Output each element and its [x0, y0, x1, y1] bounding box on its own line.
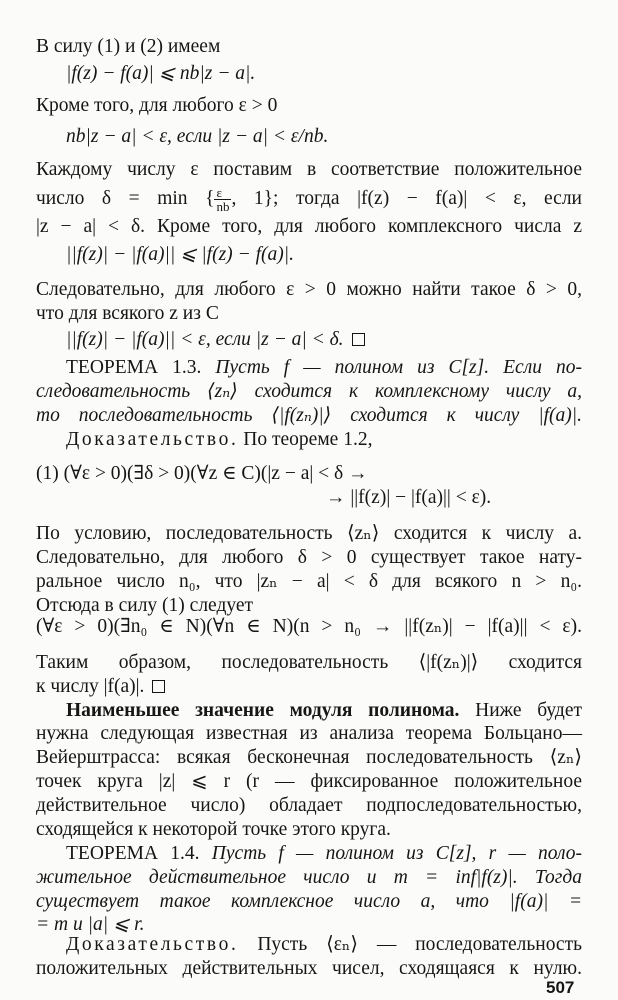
- text-line: Кроме того, для любого ε > 0: [36, 95, 278, 116]
- proof-line: [66, 933, 582, 957]
- text-line: В силу (1) и (2) имеем: [36, 36, 221, 57]
- qed-square-icon: [352, 333, 365, 346]
- formula-line: ||f(z)| − |f(a)|| ⩽ |f(z) − f(a)|.: [66, 244, 294, 265]
- text-line: Следовательно, для любого ε > 0 можно найти такое δ > 0,: [36, 279, 582, 300]
- proof-text: По теореме 1.2,: [243, 429, 373, 450]
- text-line-with-fraction: [36, 186, 582, 213]
- formula-line: [66, 328, 365, 352]
- theorem-line: то последовательность ⟨|f(zₙ)|⟩ сходится к числу |f(a)|.: [36, 405, 582, 426]
- theorem-line: жительное действительное число и m = inf|f(z)|. Тогда: [36, 867, 582, 888]
- text-line: что для всякого z из C: [36, 303, 219, 324]
- text-line: Следовательно, для любого δ > 0 существует такое нату-: [36, 547, 582, 568]
- text-line: [36, 675, 165, 699]
- section-heading-line: [66, 699, 582, 723]
- proof-label: Доказательство.: [66, 934, 239, 955]
- text-line: точек круга |z| ⩽ r (r — фиксированное положительное: [36, 771, 582, 792]
- qed-square-icon: [152, 680, 165, 693]
- text-line: ральное число n₀, что |zₙ − a| < δ для всякого n > n₀.: [36, 571, 582, 592]
- theorem-line: [66, 356, 582, 380]
- text-line: Отсюда в силу (1) следует: [36, 595, 254, 616]
- theorem-line: [66, 842, 582, 866]
- text-line: Таким образом, последовательность ⟨|f(zₙ)|⟩ сходится: [36, 652, 582, 673]
- proof-line: [66, 428, 372, 452]
- fraction-numerator: ε: [214, 186, 231, 200]
- fraction-denominator: nb: [216, 199, 230, 214]
- text-line: действительное число) обладает подпоследовательностью,: [36, 795, 582, 816]
- theorem-line: = m и |a| ⩽ r.: [36, 914, 145, 935]
- text-line: |z − a| < δ. Кроме того, для любого комплексного числа z: [36, 216, 582, 237]
- text-line: Вейерштрасса: всякая бесконечная последовательность ⟨zₙ⟩: [36, 747, 582, 768]
- proof-label: Доказательство.: [66, 429, 239, 450]
- text-fragment: , 1}; тогда |f(z) − f(a)| < ε, если: [231, 187, 582, 209]
- text-line: Каждому числу ε поставим в соответствие положительное: [36, 159, 582, 180]
- theorem-text: Пусть f — полином из C[z], r — поло-: [211, 843, 583, 864]
- text-line: По условию, последовательность ⟨zₙ⟩ сходится к числу a.: [36, 523, 582, 544]
- formula-line: |f(z) − f(a)| ⩽ nb|z − a|.: [66, 63, 256, 84]
- theorem-line: следовательность ⟨zₙ⟩ сходится к комплексному числу a,: [36, 381, 582, 402]
- theorem-text: Пусть f — полином из C[z]. Если по-: [215, 357, 582, 378]
- fraction: [214, 186, 231, 213]
- page-number: 507: [546, 978, 575, 997]
- theorem-label: ТЕОРЕМА 1.3.: [66, 357, 202, 378]
- theorem-line: существует такое комплексное число a, что |f(a)| =: [36, 891, 582, 912]
- formula-line: nb|z − a| < ε, если |z − a| < ε/nb.: [66, 126, 329, 147]
- text-line: нужна следующая известная из анализа теорема Больцано—: [36, 723, 582, 744]
- text-fragment: число δ = min {: [36, 187, 215, 209]
- formula-text: ||f(z)| − |f(a)|| < ε, если |z − a| < δ.: [66, 329, 344, 350]
- text-fragment: к числу |f(a)|.: [36, 676, 145, 697]
- section-heading: Наименьшее значение модуля полинома.: [66, 700, 460, 721]
- formula-line: (1) (∀ε > 0)(∃δ > 0)(∀z ∈ C)(|z − a| < δ →: [36, 463, 368, 484]
- formula-line: (∀ε > 0)(∃n₀ ∈ N)(∀n ∈ N)(n > n₀ → ||f(zₙ)| − |f(a)|| < ε).: [36, 616, 582, 637]
- text-fragment: Ниже будет: [475, 700, 583, 721]
- proof-text: Пусть ⟨εₙ⟩ — последовательность: [257, 934, 582, 955]
- text-line: сходящейся к некоторой точке этого круга.: [36, 819, 391, 840]
- formula-line: → ||f(z)| − |f(a)|| < ε).: [326, 487, 492, 508]
- text-line: положительных действительных чисел, сходящаяся к нулю.: [36, 958, 582, 979]
- theorem-label: ТЕОРЕМА 1.4.: [66, 843, 200, 864]
